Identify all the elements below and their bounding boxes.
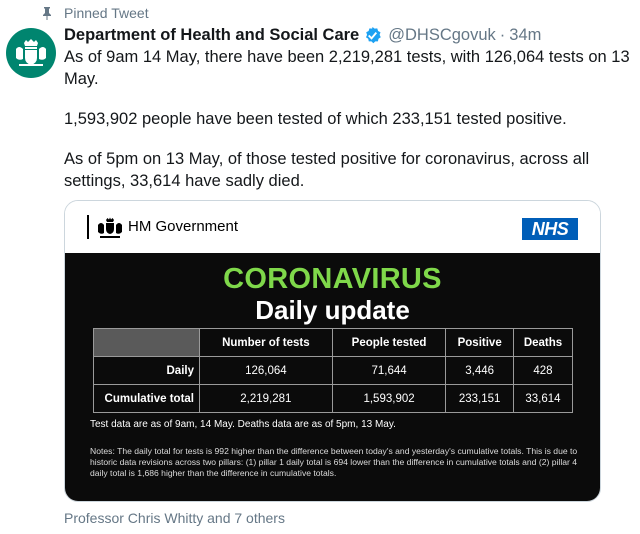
- tweet-paragraph: As of 9am 14 May, there have been 2,219,281 tests, with 126,064 tests on 13 May.: [64, 48, 630, 88]
- author-handle[interactable]: @DHSCgovuk: [388, 26, 496, 44]
- data-footnote: Test data are as of 9am, 14 May. Deaths data are as of 5pm, 13 May.: [90, 419, 396, 430]
- column-header: People tested: [332, 329, 446, 357]
- card-headline: CORONAVIRUS: [223, 263, 442, 295]
- table-cell: 3,446: [446, 357, 514, 385]
- verified-badge-icon: [363, 26, 382, 45]
- card-header: [65, 201, 600, 253]
- header-separator: ·: [499, 26, 506, 44]
- table-cell: 1,593,902: [332, 385, 446, 413]
- royal-coat-of-arms-icon: [96, 217, 124, 239]
- avatar[interactable]: [6, 28, 56, 78]
- table-row: [94, 385, 573, 413]
- pin-icon: [40, 6, 54, 20]
- table-cell: 2,219,281: [200, 385, 333, 413]
- column-header: Deaths: [513, 329, 572, 357]
- pinned-label: Pinned Tweet: [64, 5, 149, 21]
- row-label: Daily: [94, 357, 200, 385]
- stats-table: [93, 328, 573, 413]
- column-header: Positive: [446, 329, 514, 357]
- row-label: Cumulative total: [94, 385, 200, 413]
- table-cell: 126,064: [200, 357, 333, 385]
- gov-label: HM Government: [128, 218, 239, 235]
- author-name[interactable]: Department of Health and Social Care: [64, 26, 360, 44]
- tweet-text: [64, 46, 636, 192]
- table-corner-cell: [94, 329, 200, 357]
- gov-divider: [87, 215, 89, 239]
- table-cell: 33,614: [513, 385, 572, 413]
- liked-by-link[interactable]: Professor Chris Whitty and 7 others: [64, 510, 285, 526]
- table-cell: 71,644: [332, 357, 446, 385]
- media-card[interactable]: [64, 200, 601, 502]
- tweet-paragraph: As of 5pm on 13 May, of those tested positive for coronavirus, across all settings, 33,614 have sadly died.: [64, 150, 590, 190]
- royal-crest-icon: [13, 37, 49, 69]
- card-subheadline: Daily update: [255, 295, 410, 325]
- tweet-timestamp[interactable]: 34m: [509, 26, 542, 44]
- card-infographic: [65, 253, 600, 502]
- tweet-paragraph: 1,593,902 people have been tested of which 233,151 tested positive.: [64, 110, 567, 128]
- pinned-tweet-indicator: [40, 5, 149, 21]
- table-cell: 428: [513, 357, 572, 385]
- table-header-row: [94, 329, 573, 357]
- nhs-logo: NHS: [522, 218, 578, 240]
- column-header: Number of tests: [200, 329, 333, 357]
- data-notes: Notes: The daily total for tests is 992 higher than the difference between today's and yesterday's cumulative totals. This is due to historic data revisions across two pillars: (1) pillar 1 daily total is 694 lower than the difference in cumulative totals and (2) pillar 4 daily total is 1,686 higher than the difference in cumulative totals.: [90, 446, 578, 478]
- table-cell: 233,151: [446, 385, 514, 413]
- tweet-body: [64, 24, 636, 210]
- table-row: [94, 357, 573, 385]
- tweet-header: [64, 24, 636, 46]
